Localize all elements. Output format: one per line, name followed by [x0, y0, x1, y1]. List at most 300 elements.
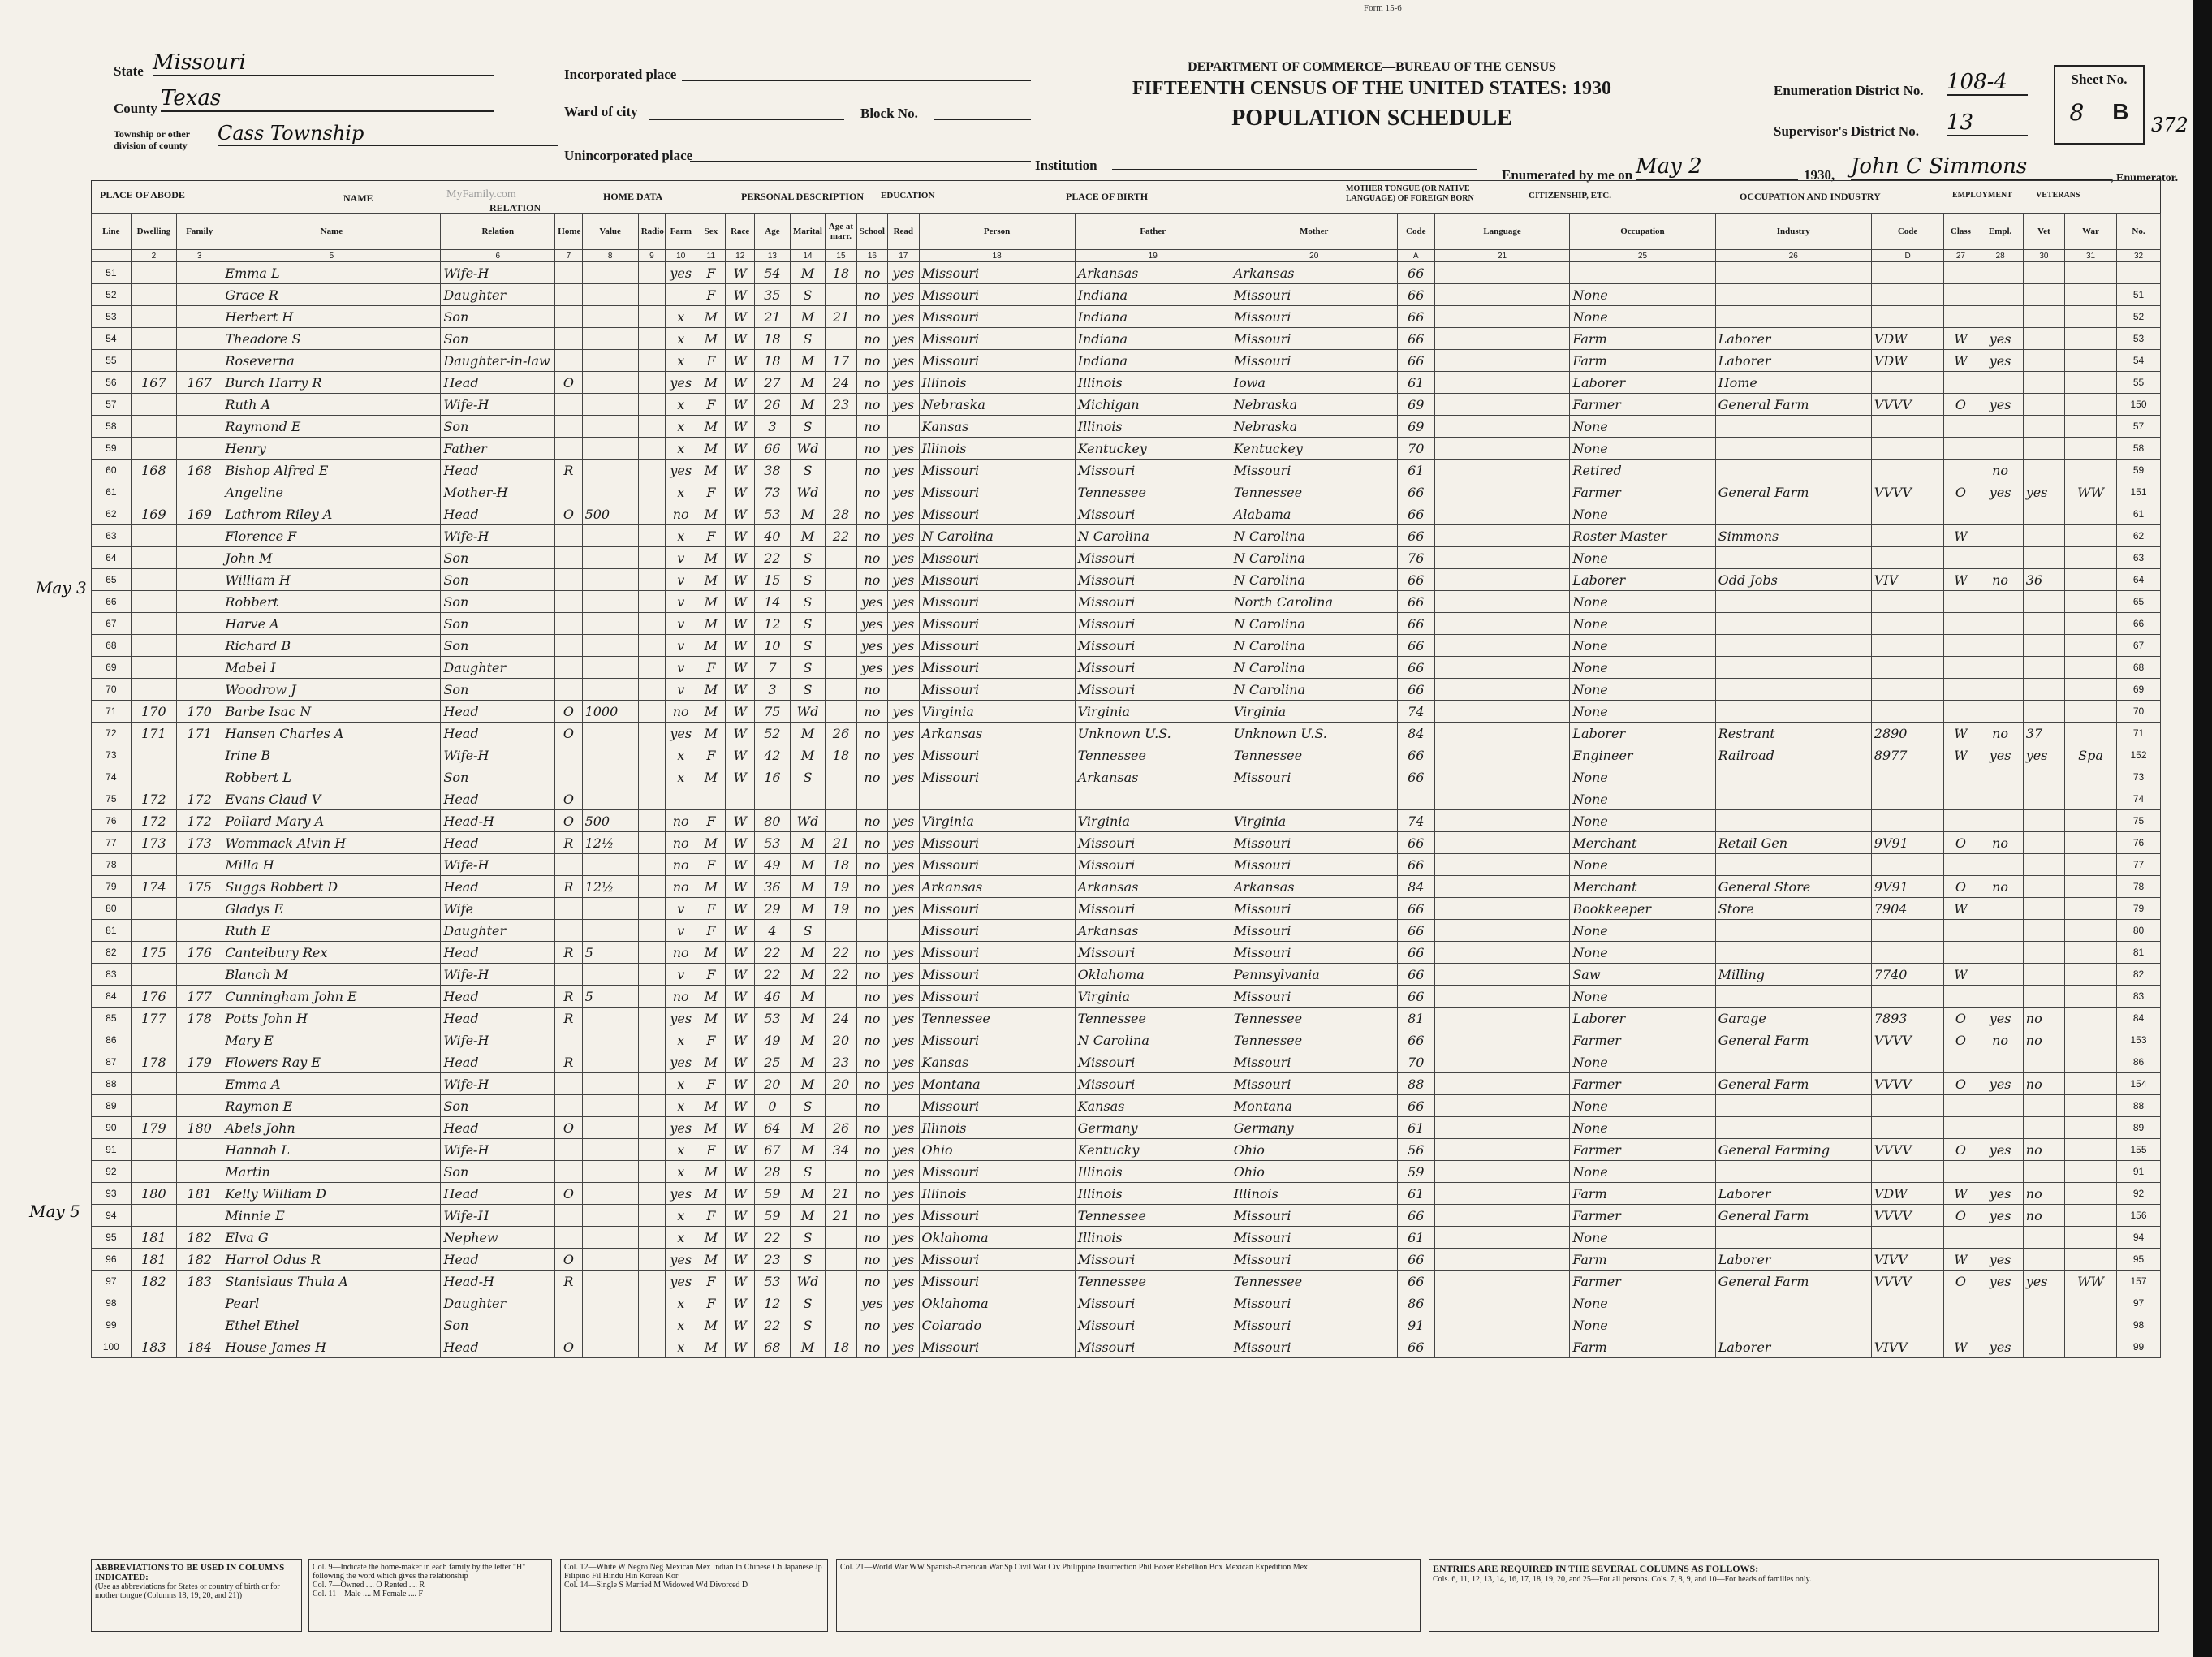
table-cell: Garage — [1715, 1008, 1871, 1029]
table-cell: Wd — [790, 1271, 826, 1292]
table-cell: W — [726, 1095, 755, 1117]
table-cell — [1871, 788, 1944, 810]
table-cell: x — [666, 766, 696, 788]
table-cell: W — [726, 547, 755, 569]
table-cell — [1715, 284, 1871, 306]
table-cell — [177, 1139, 222, 1161]
table-cell — [582, 723, 638, 744]
table-cell — [638, 964, 665, 986]
table-cell: Missouri — [1231, 1249, 1397, 1271]
table-cell: 64 — [92, 547, 132, 569]
table-cell — [2023, 679, 2064, 701]
table-cell: Wife-H — [441, 394, 555, 416]
table-cell — [2023, 438, 2064, 460]
table-cell: General Store — [1715, 876, 1871, 898]
table-cell: 84 — [1397, 876, 1434, 898]
table-row — [92, 679, 2161, 701]
table-cell — [177, 262, 222, 284]
table-cell — [1871, 1117, 1944, 1139]
table-cell: Missouri — [1231, 328, 1397, 350]
table-cell: 66 — [1397, 262, 1434, 284]
table-cell: Robbert L — [222, 766, 441, 788]
table-cell: 87 — [92, 1051, 132, 1073]
table-cell — [1434, 1095, 1570, 1117]
table-cell: M — [790, 350, 826, 372]
table-cell — [582, 854, 638, 876]
table-cell — [582, 438, 638, 460]
table-row — [92, 1183, 2161, 1205]
column-header: Value — [582, 214, 638, 250]
table-cell — [177, 1161, 222, 1183]
ward-line — [649, 104, 844, 120]
table-cell: Wife-H — [441, 1139, 555, 1161]
table-cell: 61 — [92, 481, 132, 503]
table-cell — [1871, 460, 1944, 481]
table-cell — [1871, 613, 1944, 635]
table-row — [92, 613, 2161, 635]
table-cell — [638, 416, 665, 438]
table-cell: 57 — [2117, 416, 2161, 438]
table-cell: M — [790, 1205, 826, 1227]
table-cell: Missouri — [1075, 832, 1231, 854]
codes-4: Col. 12—White W Negro Neg Mexican Mex Indian In Chinese Ch Japanese Jp Filipino Fil Hindu Hin Korean Kor — [564, 1563, 822, 1581]
table-cell — [582, 1249, 638, 1271]
census-body — [92, 262, 2161, 1358]
table-cell: W — [726, 876, 755, 898]
table-cell: None — [1570, 1292, 1715, 1314]
table-cell: M — [696, 372, 726, 394]
table-cell: 84 — [2117, 1008, 2161, 1029]
table-cell: F — [696, 1073, 726, 1095]
table-cell — [1944, 810, 1977, 832]
table-cell: Head — [441, 701, 555, 723]
table-cell: M — [696, 1117, 726, 1139]
table-cell: Farmer — [1570, 1029, 1715, 1051]
table-cell: Head — [441, 876, 555, 898]
table-cell — [2065, 503, 2117, 525]
table-cell — [582, 1117, 638, 1139]
table-cell: Wd — [790, 810, 826, 832]
table-cell: Harrol Odus R — [222, 1249, 441, 1271]
table-cell: 74 — [1397, 701, 1434, 723]
table-cell: 81 — [92, 920, 132, 942]
table-cell — [1715, 460, 1871, 481]
table-cell: F — [696, 1205, 726, 1227]
table-cell — [826, 766, 856, 788]
table-row — [92, 766, 2161, 788]
table-cell: Kentuckey — [1231, 438, 1397, 460]
table-cell — [555, 525, 582, 547]
table-cell: Barbe Isac N — [222, 701, 441, 723]
table-cell: yes — [666, 1051, 696, 1073]
table-cell: Arkansas — [1231, 262, 1397, 284]
table-cell — [1434, 503, 1570, 525]
table-cell: 66 — [1397, 1336, 1434, 1358]
column-number: D — [1871, 250, 1944, 262]
table-cell: VVVV — [1871, 481, 1944, 503]
table-cell — [2023, 788, 2064, 810]
table-cell — [638, 1008, 665, 1029]
table-cell — [582, 920, 638, 942]
table-cell: 167 — [131, 372, 176, 394]
table-cell — [826, 920, 856, 942]
table-cell — [1434, 679, 1570, 701]
table-cell: Pollard Mary A — [222, 810, 441, 832]
table-cell: Raymon E — [222, 1095, 441, 1117]
table-cell: no — [856, 284, 887, 306]
table-cell: O — [555, 1183, 582, 1205]
table-row — [92, 1073, 2161, 1095]
table-cell: None — [1570, 613, 1715, 635]
table-cell: Henry — [222, 438, 441, 460]
table-cell: 82 — [92, 942, 132, 964]
table-cell: 82 — [2117, 964, 2161, 986]
table-cell: Saw — [1570, 964, 1715, 986]
column-header: Vet — [2023, 214, 2064, 250]
table-cell: Wife — [441, 898, 555, 920]
table-cell: Missouri — [919, 350, 1075, 372]
table-cell — [2023, 284, 2064, 306]
table-cell: 99 — [2117, 1336, 2161, 1358]
table-cell: General Farm — [1715, 481, 1871, 503]
table-cell: R — [555, 832, 582, 854]
table-cell: None — [1570, 503, 1715, 525]
table-cell — [826, 1314, 856, 1336]
table-cell: 179 — [177, 1051, 222, 1073]
table-cell: N Carolina — [1231, 679, 1397, 701]
table-cell: Missouri — [1075, 613, 1231, 635]
table-cell — [638, 1249, 665, 1271]
table-cell: 76 — [92, 810, 132, 832]
table-cell: yes — [1977, 394, 2023, 416]
table-cell — [1715, 1314, 1871, 1336]
table-cell: W — [726, 438, 755, 460]
table-cell: 74 — [1397, 810, 1434, 832]
table-cell: Missouri — [919, 766, 1075, 788]
table-cell: 66 — [1397, 854, 1434, 876]
table-cell: S — [790, 635, 826, 657]
table-cell: 170 — [177, 701, 222, 723]
column-header-row — [92, 214, 2161, 250]
table-row — [92, 547, 2161, 569]
table-cell — [582, 372, 638, 394]
table-cell: F — [696, 657, 726, 679]
table-row — [92, 1314, 2161, 1336]
table-cell: Laborer — [1715, 1183, 1871, 1205]
table-cell: Missouri — [1075, 679, 1231, 701]
table-cell — [2023, 766, 2064, 788]
table-cell: 99 — [92, 1314, 132, 1336]
table-cell — [638, 766, 665, 788]
table-cell: O — [555, 503, 582, 525]
table-cell: F — [696, 854, 726, 876]
table-cell: 64 — [755, 1117, 791, 1139]
table-cell: 168 — [177, 460, 222, 481]
table-cell: VIVV — [1871, 1336, 1944, 1358]
table-cell: Son — [441, 766, 555, 788]
table-cell — [131, 1314, 176, 1336]
table-cell: 63 — [92, 525, 132, 547]
table-cell: VDW — [1871, 350, 1944, 372]
table-cell: F — [696, 525, 726, 547]
table-cell: no — [856, 1073, 887, 1095]
table-cell — [1434, 1161, 1570, 1183]
table-cell: no — [856, 460, 887, 481]
table-cell: no — [856, 1029, 887, 1051]
table-cell: R — [555, 986, 582, 1008]
table-cell — [2065, 1183, 2117, 1205]
table-cell: 83 — [92, 964, 132, 986]
table-cell: 61 — [1397, 1117, 1434, 1139]
table-cell: 22 — [826, 964, 856, 986]
table-cell: Missouri — [919, 898, 1075, 920]
table-cell — [555, 635, 582, 657]
table-cell: Illinois — [919, 1117, 1075, 1139]
table-cell: M — [696, 416, 726, 438]
table-cell: Daughter — [441, 284, 555, 306]
table-cell: W — [726, 569, 755, 591]
table-cell — [826, 481, 856, 503]
table-cell: 178 — [131, 1051, 176, 1073]
table-cell: Missouri — [919, 1161, 1075, 1183]
table-cell: Iowa — [1231, 372, 1397, 394]
table-cell — [1871, 942, 1944, 964]
table-cell — [826, 438, 856, 460]
table-cell — [2023, 657, 2064, 679]
table-cell — [1944, 1292, 1977, 1314]
table-cell: 94 — [2117, 1227, 2161, 1249]
table-cell — [826, 1227, 856, 1249]
table-cell: W — [726, 635, 755, 657]
table-row — [92, 1227, 2161, 1249]
table-cell: Son — [441, 635, 555, 657]
table-cell: 7904 — [1871, 898, 1944, 920]
table-cell — [2065, 262, 2117, 284]
table-cell: Indiana — [1075, 350, 1231, 372]
table-cell — [131, 481, 176, 503]
table-cell: 55 — [92, 350, 132, 372]
table-cell: 81 — [2117, 942, 2161, 964]
table-cell — [177, 328, 222, 350]
table-cell: 180 — [131, 1183, 176, 1205]
table-cell — [582, 1139, 638, 1161]
table-cell: no — [1977, 723, 2023, 744]
table-cell: General Farming — [1715, 1139, 1871, 1161]
table-row — [92, 1161, 2161, 1183]
table-cell: 54 — [2117, 350, 2161, 372]
table-cell: Indiana — [1075, 306, 1231, 328]
table-cell: 54 — [92, 328, 132, 350]
table-cell: S — [790, 613, 826, 635]
table-cell — [1944, 854, 1977, 876]
table-cell: 66 — [1397, 591, 1434, 613]
table-cell: yes — [1977, 1249, 2023, 1271]
table-cell: Germany — [1075, 1117, 1231, 1139]
table-cell: Missouri — [919, 635, 1075, 657]
table-cell: yes — [1977, 1139, 2023, 1161]
table-cell — [638, 1095, 665, 1117]
table-cell: 181 — [177, 1183, 222, 1205]
table-cell: Grace R — [222, 284, 441, 306]
table-cell — [2065, 1095, 2117, 1117]
table-cell: yes — [888, 503, 919, 525]
table-cell — [1231, 788, 1397, 810]
column-number: 2 — [131, 250, 176, 262]
table-cell: Flowers Ray E — [222, 1051, 441, 1073]
table-cell: yes — [666, 1117, 696, 1139]
table-cell — [638, 1051, 665, 1073]
table-cell — [2023, 1336, 2064, 1358]
footer-entries — [1429, 1559, 2159, 1632]
column-number: 14 — [790, 250, 826, 262]
table-cell: S — [790, 679, 826, 701]
table-cell: Missouri — [1075, 547, 1231, 569]
table-cell: 97 — [2117, 1292, 2161, 1314]
table-cell: 68 — [2117, 657, 2161, 679]
table-cell: 53 — [755, 832, 791, 854]
table-cell: no — [856, 1205, 887, 1227]
table-cell — [582, 1183, 638, 1205]
table-cell: F — [696, 262, 726, 284]
table-cell: Farmer — [1570, 1205, 1715, 1227]
table-cell — [582, 1095, 638, 1117]
table-cell: Milling — [1715, 964, 1871, 986]
table-cell — [826, 635, 856, 657]
table-cell: Missouri — [1231, 1314, 1397, 1336]
table-cell: M — [790, 986, 826, 1008]
table-cell: Tennessee — [1231, 1271, 1397, 1292]
table-cell: M — [790, 1073, 826, 1095]
table-cell: Kansas — [919, 416, 1075, 438]
table-cell: x — [666, 328, 696, 350]
table-cell: yes — [888, 810, 919, 832]
column-number: 30 — [2023, 250, 2064, 262]
table-cell: 12½ — [582, 876, 638, 898]
table-cell: Tennessee — [1075, 481, 1231, 503]
table-cell: None — [1570, 1117, 1715, 1139]
table-cell — [826, 328, 856, 350]
table-cell: no — [856, 964, 887, 986]
table-cell: Arkansas — [919, 876, 1075, 898]
table-cell — [555, 481, 582, 503]
table-cell — [638, 1161, 665, 1183]
table-cell — [1871, 1227, 1944, 1249]
table-cell — [2065, 372, 2117, 394]
table-cell: W — [726, 1073, 755, 1095]
table-cell — [638, 832, 665, 854]
table-cell: General Farm — [1715, 1029, 1871, 1051]
table-cell: no — [856, 723, 887, 744]
table-cell: S — [790, 1249, 826, 1271]
table-cell — [638, 1227, 665, 1249]
table-cell — [2065, 986, 2117, 1008]
table-cell: Missouri — [919, 1249, 1075, 1271]
table-cell: x — [666, 1227, 696, 1249]
table-cell: Missouri — [1231, 1073, 1397, 1095]
table-cell: yes — [888, 766, 919, 788]
group-abode: PLACE OF ABODE — [100, 189, 185, 201]
table-cell — [1715, 986, 1871, 1008]
table-cell — [1871, 1161, 1944, 1183]
table-cell: Kentucky — [1075, 1139, 1231, 1161]
table-cell: 167 — [177, 372, 222, 394]
table-cell: F — [696, 744, 726, 766]
table-cell — [177, 1292, 222, 1314]
table-cell: Farm — [1570, 1183, 1715, 1205]
table-cell — [555, 1227, 582, 1249]
table-cell — [638, 613, 665, 635]
table-cell: WW — [2065, 1271, 2117, 1292]
table-cell: F — [696, 350, 726, 372]
table-cell: 61 — [1397, 1183, 1434, 1205]
table-cell: 58 — [2117, 438, 2161, 460]
table-cell: O — [1944, 832, 1977, 854]
table-cell: O — [1944, 1008, 1977, 1029]
table-cell — [638, 657, 665, 679]
table-cell: yes — [888, 284, 919, 306]
table-cell: M — [790, 1029, 826, 1051]
table-row — [92, 701, 2161, 723]
table-row — [92, 1139, 2161, 1161]
table-cell: Oklahoma — [919, 1292, 1075, 1314]
table-cell: 71 — [2117, 723, 2161, 744]
table-cell: 152 — [2117, 744, 2161, 766]
table-cell — [177, 1314, 222, 1336]
column-header: Code — [1871, 214, 1944, 250]
table-cell: 172 — [177, 810, 222, 832]
watermark: MyFamily.com — [446, 188, 516, 201]
table-cell: 40 — [755, 525, 791, 547]
codes-1: Col. 9—Indicate the home-maker in each family by the letter "H" following the word which gives the relationship — [313, 1563, 526, 1581]
table-cell: no — [856, 328, 887, 350]
table-cell — [2065, 876, 2117, 898]
table-cell: F — [696, 898, 726, 920]
table-cell: S — [790, 1095, 826, 1117]
table-cell: W — [726, 744, 755, 766]
table-cell: Restrant — [1715, 723, 1871, 744]
table-cell: W — [726, 306, 755, 328]
table-cell — [177, 350, 222, 372]
column-number: 21 — [1434, 250, 1570, 262]
table-cell: Ohio — [1231, 1161, 1397, 1183]
table-cell: 59 — [755, 1205, 791, 1227]
table-cell — [177, 613, 222, 635]
table-cell: 76 — [2117, 832, 2161, 854]
table-cell: W — [1944, 723, 1977, 744]
table-cell: North Carolina — [1231, 591, 1397, 613]
table-cell: 173 — [177, 832, 222, 854]
table-cell — [1944, 766, 1977, 788]
table-cell — [1944, 613, 1977, 635]
table-cell: O — [555, 1117, 582, 1139]
table-cell: 66 — [1397, 525, 1434, 547]
table-cell: 91 — [1397, 1314, 1434, 1336]
table-row — [92, 657, 2161, 679]
group-employment: EMPLOYMENT — [1952, 191, 2012, 200]
table-cell: Son — [441, 613, 555, 635]
table-cell: O — [1944, 1029, 1977, 1051]
table-cell — [582, 964, 638, 986]
table-cell: Head — [441, 1051, 555, 1073]
table-cell: Son — [441, 547, 555, 569]
table-cell: Son — [441, 1314, 555, 1336]
table-cell: Wife-H — [441, 525, 555, 547]
table-cell: W — [1944, 744, 1977, 766]
table-cell: no — [666, 810, 696, 832]
table-cell: 20 — [826, 1029, 856, 1051]
table-cell — [2023, 1161, 2064, 1183]
table-cell: yes — [888, 1139, 919, 1161]
